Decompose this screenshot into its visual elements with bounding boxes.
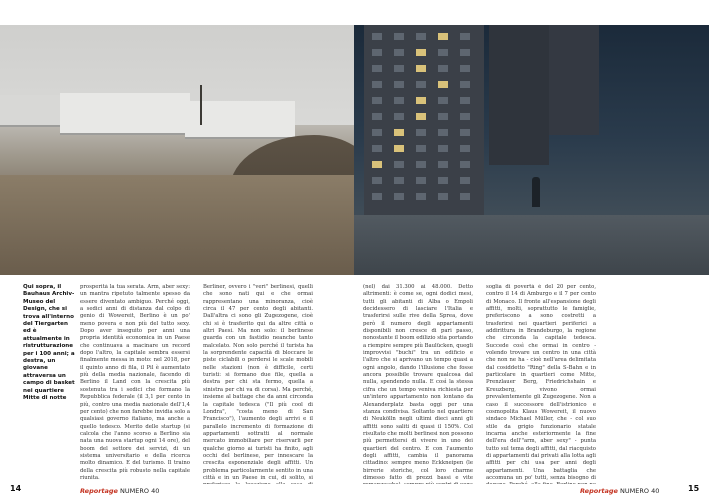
footer-brand-right: Reportage (580, 487, 618, 495)
window (438, 33, 448, 40)
window (416, 177, 426, 184)
window (416, 33, 426, 40)
window (394, 49, 404, 56)
text-column-3 (363, 284, 473, 484)
column-4-text: soglia di povertà è del 20 per cento, contro il 14 di Amburgo e il 7 per cento di Monaco. Il fronte all'espansione degli affitti, molti, soprattutto le famiglie, preferiscono a sono costretti a trasferirsi nei quartieri periferici a addirittura in Brandeburgo, la regione che circonda la capitale tedesca. Succede così che ormai in centro - volendo trovare un centro in una città che non ne ha - cioè nell'area delimitata dal cosiddetto "Ring" della S-Bahn e in particolare in quartieri come Mitte, Prenzlauer Berg, Friedrichshain e Kreuzberg, vivono ormai prevalentemente gli Zugezogene. Non a caso il successore dell'istrionico e cosmopolita Klaus Wowereit, il nuovo sindaco Michael Müller, che - col suo stile da grigio funzionario statale incarna anche esteriormente la fine dell'era dell'"arm, aber sexy" - punta tutto sul tema degli affitti, dal riacquisto di appartamenti dai privati alla lotta agli affitti per chi usa per anni degli appartamenti. Una battaglia che accomuna un po' tutti, senza bisogno di (486, 284, 596, 481)
page-number-left: 14 (10, 484, 22, 493)
photo-night-basketball (354, 25, 709, 275)
window (438, 193, 448, 200)
window (416, 81, 426, 88)
window (438, 177, 448, 184)
window (394, 97, 404, 104)
window (372, 129, 382, 136)
window (372, 81, 382, 88)
window (460, 177, 470, 184)
window (394, 161, 404, 168)
window (438, 161, 448, 168)
apartment-tower-2 (489, 25, 549, 165)
window (438, 145, 448, 152)
building-bauhaus (60, 93, 190, 135)
window (460, 145, 470, 152)
window (460, 193, 470, 200)
window (394, 33, 404, 40)
tree (200, 85, 202, 125)
column-3-text: (nel) dai 31.300 ai 48.000. Detto altrimenti: è come se, ogni dodici mesi, tutti gli abitanti di Alba o Empoli decidessero di lasciare l'Italia e trasferirsi sulle rive della Sprea, dove però il numero degli appartamenti disponibili non cresce di pari passo, nonostante il boom edilizio stia portando a riempire sempre più Baulücken, quegli improvvisi "buchi" tra un edificio e l'altro che si aprivano un tempo quasi a ogni angolo, dando l'illusione che fosse ancora possibile trovare qualcosa dal nulla, spendendo nulla. E così la stessa cifra che un tempo veniva richiesta per un'intero appartamento non lontano da Alexanderplatz basta oggi per una stanza condivisa. Soltanto nel quartiere di Neukölln negli ultimi dieci anni gli affitti sono saliti di quasi il 150%. Col risultato che molti berlinesi non possono più permettersi di vivere in uno dei quartieri del centro. E con l'aumento degli affitti, cambia il panorama cittadino: sempre meno Eckkneipen (le birrerie storiche, col loro charme dimesso fatto di prezzi bassi e vite (363, 284, 473, 481)
window (372, 177, 382, 184)
window (460, 161, 470, 168)
text-column-4 (486, 284, 596, 484)
window (438, 113, 448, 120)
window (438, 129, 448, 136)
window (372, 193, 382, 200)
column-2-text: Berliner, ovvero i "veri" berlinesi, quelli che sono nati qui e che ormai rappresentano una minoranza, cioè circa il 47 per cento degli abitanti. Dall'altra ci sono gli Zugezogene, cioè chi si è trasferito qui da altre città o altri Paesi. Ma non solo: il berlinese guarda con un fastidio neanche tanto malcelato. Non solo perché il turista ha la sorprendente capacità di bloccare le piste ciclabili o perdersi le scale mobili nelle stazioni (non è difficile, certi turisti: si formano due file, quella a destra per chi sta fermo, quella a sinistra per chi va di corsa). Ma perché, insieme al battage che da anni circonda la capitale tedesca ("Il più cool di Londra", "costa meno di San Francisco"), l'aumento degli arrivi e il parallelo incremento di formazione di appartamenti sottratti al normale mercato immobiliare per riservarli per qualche giorno ai turisti ha finito, agli occhi del berlinese, per innescare la crescita esponenziale degli affitti. Un problema particolarmente sentito in una città e in un Paese in cui, di solito, si (203, 284, 313, 481)
window (372, 161, 382, 168)
basketball-court (354, 215, 709, 275)
photo-caption: Qui sopra, il Bauhaus Archiv-Museo del Design, che si trova all'interno del Tiergarten ed è attualmente in ristrutturazione per i 100 anni; a destra, un giovane attraversa un campo di basket nei quartiere Mitte di notte (23, 284, 75, 402)
window (394, 193, 404, 200)
window (460, 129, 470, 136)
window (394, 177, 404, 184)
person-walking (532, 177, 540, 207)
window (460, 65, 470, 72)
window (372, 33, 382, 40)
window (394, 113, 404, 120)
construction-ground (0, 175, 354, 275)
window (438, 49, 448, 56)
footer-issue-right: NUMERO 40 (620, 487, 660, 495)
footer-brand-left: Reportage (80, 487, 118, 495)
window (460, 49, 470, 56)
window (372, 65, 382, 72)
text-column-1 (80, 284, 190, 484)
window (416, 129, 426, 136)
footer-right (580, 487, 659, 495)
window (460, 33, 470, 40)
page-number-right: 15 (688, 484, 700, 493)
window (460, 113, 470, 120)
window (460, 97, 470, 104)
window (394, 65, 404, 72)
apartment-tower-3 (549, 25, 599, 135)
window (416, 113, 426, 120)
window (460, 81, 470, 88)
window (438, 97, 448, 104)
window (372, 97, 382, 104)
window (394, 81, 404, 88)
window (394, 129, 404, 136)
window (394, 145, 404, 152)
photo-bauhaus-archiv (0, 25, 354, 275)
window (438, 81, 448, 88)
window (438, 65, 448, 72)
window (416, 49, 426, 56)
window (416, 161, 426, 168)
text-column-2 (203, 284, 313, 484)
window (416, 97, 426, 104)
footer-issue-left: NUMERO 40 (120, 487, 160, 495)
window (372, 49, 382, 56)
window (416, 145, 426, 152)
window (372, 145, 382, 152)
footer-left (80, 487, 159, 495)
window (416, 193, 426, 200)
window (416, 65, 426, 72)
column-1-text: prosperità la tua serata. Arm, aber sexy: un mantra ripetuto talmente spesso da essere diventato ambiguo. Perché oggi, a sedici anni di distanza dal colpo di genio di Wowereit, Berlino è un po' meno povera e non più del tutto sexy. Dopo aver inseguito per anni una propria identità economica in un Paese che continuava a macinare un record dopo l'altro, la capitale sembra essersi finalmente messa in moto: nel 2018, per il quinto anno di fila, il Pil è aumentato più della media nazionale, facendo di Berlino il Land con la crescita più sostenuta tra i sedici che formano la Repubblica federale (il 3,1 per cento in più, contro una media nazionale dell'1,4 per cento) che non farebbe invidia solo a qualsiasi governo italiano, ma anche a quello tedesco. Merito delle startup (si calcola che l'anno scorso a Berlino sia nata una nuova startup ogni 14 ore), del boom del settore dei servizi, di un sistema universitario e della ricerca molto dinamico. E del turismo. Il trainо della crescita più robusto nella capitale riunita. (80, 284, 190, 481)
window (372, 113, 382, 120)
